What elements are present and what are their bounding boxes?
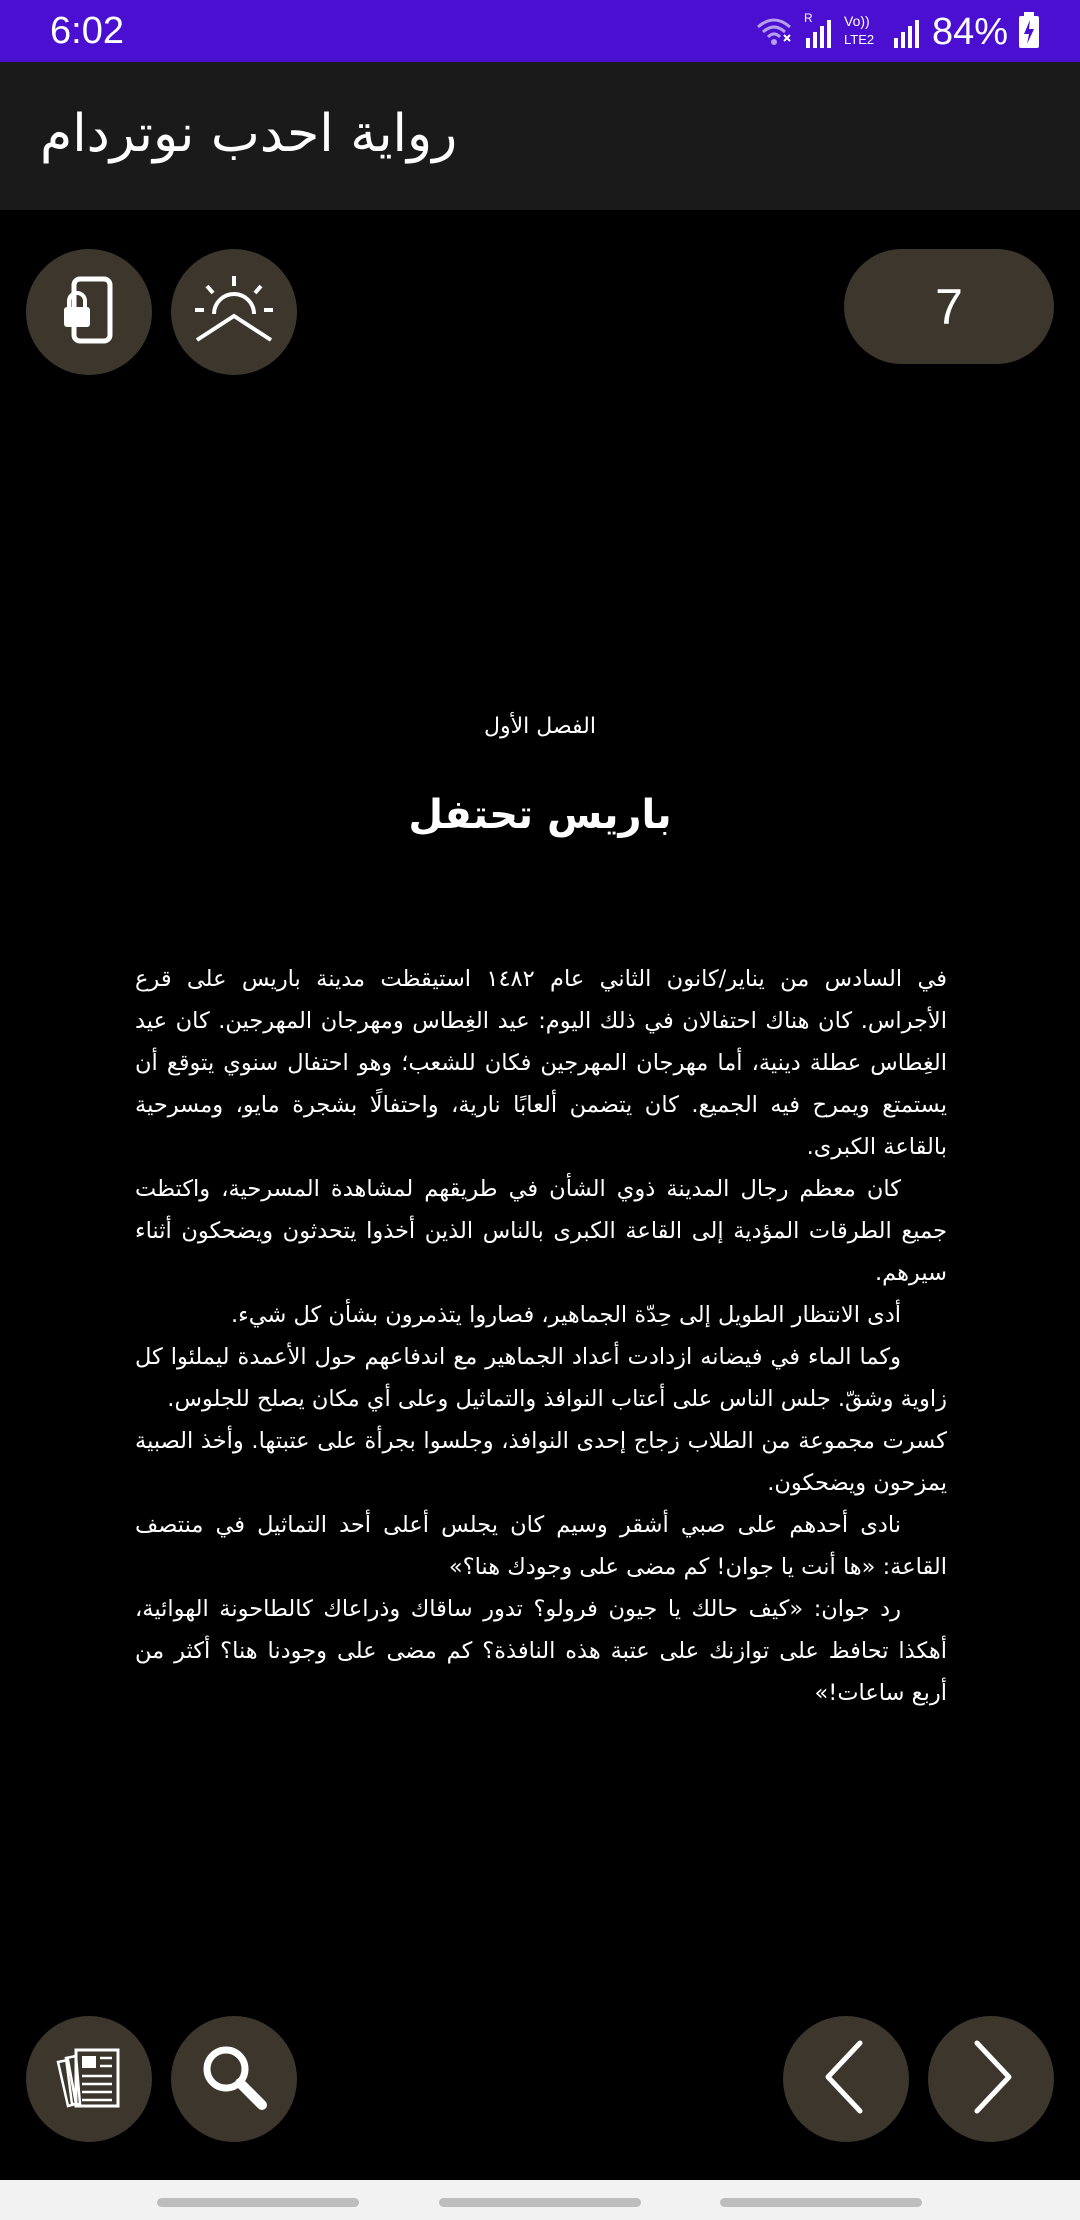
battery-percentage: 84% [931,11,1008,53]
signal-icon [892,10,922,55]
nav-back-gesture[interactable] [157,2198,359,2207]
svg-text:Vo)): Vo)) [843,12,870,29]
app-bar [0,62,1080,210]
volte-icon [844,10,882,55]
paragraph: وكما الماء في فيضانه ازدادت أعداد الجماهير مع اندفاعهم حول الأعمدة ليملئوا كل زاوية وشقّ. جلس الناس على أعتاب النوافذ والتماثيل وعلى أي مكان يصلح للجلوس. [135,1344,947,1412]
signal-roaming-icon [804,10,834,55]
book-text [135,958,947,1714]
chapter-title: باريس تحتفل [408,792,672,838]
paragraph: كان معظم رجال المدينة ذوي الشأن في طريقهم لمشاهدة المسرحية، واكتظت جميع الطرقات المؤدية إلى القاعة الكبرى بالناس الذين أخذوا يتحدثون ويضحكون أثناء سيرهم. [135,1176,947,1286]
search-icon [198,2041,270,2117]
svg-text:R: R [803,10,813,25]
chapter-label: الفصل الأول [484,714,596,739]
search-button[interactable] [171,2016,297,2142]
paragraph: أدى الانتظار الطويل إلى حِدّة الجماهير، فصاروا يتذمرون بشأن كل شيء. [230,1302,901,1328]
app-title: رواية احدب نوتردام [40,104,458,164]
previous-page-icon [816,2037,876,2121]
page-number-badge[interactable]: 7 [844,249,1054,364]
brightness-button[interactable] [171,249,297,375]
previous-page-button[interactable] [783,2016,909,2142]
status-icons [754,10,1040,54]
next-page-icon [961,2037,1021,2121]
battery-charging-icon [1018,10,1040,55]
table-of-contents-icon [54,2042,124,2116]
svg-text:LTE2: LTE2 [843,31,875,47]
system-nav-bar [0,2180,1080,2220]
wifi-icon [754,13,794,52]
lock-rotation-icon [54,275,124,349]
paragraph: كسرت مجموعة من الطلاب زجاج إحدى النوافذ، وجلسوا بجرأة على عتبتها. وأخذ الصبية يمزحون ويضحكون. [135,1428,947,1496]
paragraph: نادى أحدهم على صبي أشقر وسيم كان يجلس أعلى أحد التماثيل في منتصف القاعة: «ها أنت يا جوان! كم مضى على وجودك هنا؟» [135,1512,947,1580]
status-time: 6:02 [50,10,124,52]
next-page-button[interactable] [928,2016,1054,2142]
table-of-contents-button[interactable] [26,2016,152,2142]
lock-rotation-button[interactable] [26,249,152,375]
paragraph: رد جوان: «كيف حالك يا جيون فرولو؟ تدور ساقاك وذراعاك كالطاحونة الهوائية، أهكذا تحافظ على توازنك على عتبة هذه النافذة؟ كم مضى على وجودنا هنا؟ أكثر من أربع ساعات!» [135,1596,947,1706]
brightness-icon [189,270,279,354]
paragraph: في السادس من يناير/كانون الثاني عام ١٤٨٢ استيقظت مدينة باريس على قرع الأجراس. كان هناك احتفالان في ذلك اليوم: عيد الغِطاس ومهرجان المهرجين. كان عيد الغِطاس عطلة دينية، أما مهرجان المهرجين فكان للشعب؛ وهو احتفال سنوي يتوقع أن يستمتع ويمرح فيه الجميع. كان يتضمن ألعابًا نارية، واحتفالًا بشجرة مايو، ومسرحية بالقاعة الكبرى. [135,966,947,1160]
nav-recents-gesture[interactable] [720,2198,922,2207]
status-bar [0,0,1080,62]
nav-home-gesture[interactable] [439,2198,641,2207]
